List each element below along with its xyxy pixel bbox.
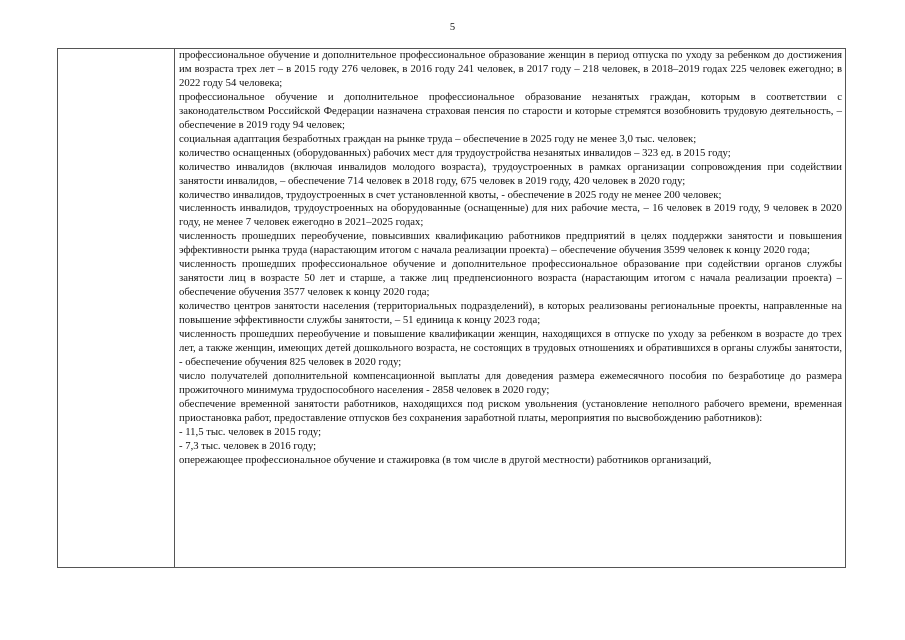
paragraph-pensioners-training: профессиональное обучение и дополнительное профессиональное образование незанятых граждан, которым в соответствии с законодательством Российской Федерации назначена страховая пенсия по старости и которые стремятся возобновить трудовую деятельность, – обеспечение в 2019 году 94 человек; — [179, 90, 842, 131]
paragraph-disabled-quota-employment: количество инвалидов, трудоустроенных в счет установленной квоты, - обеспечение в 2025 году не менее 200 человек; — [179, 188, 722, 201]
paragraph-disabled-supported-employment: количество инвалидов (включая инвалидов молодого возраста), трудоустроенных в рамках организации сопровождения при содействии занятости инвалидов, – обеспечение 714 человек в 2018 году, 675 человек в 2019 году, 420 человек в 2020 году; — [179, 160, 842, 187]
paragraph-unemployed-social-adaptation: социальная адаптация безработных граждан на рынке труда – обеспечение в 2025 году не менее 3,0 тыс. человек; — [179, 132, 697, 145]
table-right-cell — [175, 49, 845, 567]
table-left-cell — [58, 49, 175, 567]
page-number: 5 — [449, 22, 456, 33]
paragraph-training-50-plus: численность прошедших профессиональное обучение и дополнительное профессиональное образование при содействии органов службы занятости лиц в возрасте 50 лет и старше, а также лиц предпенсионного возраста (нарастающим итогом с начала реализации проекта) – обеспечение обучения 3577 человек к концу 2020 года; — [179, 258, 842, 299]
document-table — [57, 48, 846, 568]
paragraph-compensation-recipients: число получателей дополнительной компенсационной выплаты для доведения размера ежемесячного пособия по безработице до размера прожиточного минимума трудоспособного населения - 2858 человек в 2020 году; — [179, 369, 842, 396]
paragraph-women-retraining: численность прошедших переобучение и повышение квалификации женщин, находящихся в отпуске по уходу за ребенком в возрасте до трех лет, а также женщин, имеющих детей дошкольного возраста, не состоящих в трудовых отношениях и обратившихся в органы службы занятости, - обеспечение обучения 825 человек в 2020 году; — [179, 328, 842, 368]
paragraph-employment-centers: количество центров занятости населения (территориальных подразделений), в которых реализованы региональные проекты, направленные на повышение эффективности службы занятости, – 51 единица к концу 2023 года; — [179, 300, 842, 327]
paragraph-advanced-training: опережающее профессиональное обучение и стажировка (в том числе в другой местности) работников организаций, — [179, 453, 712, 466]
paragraph-temporary-employment: обеспечение временной занятости работников, находящихся под риском увольнения (установление неполного рабочего времени, временная приостановка работ, предоставление отпусков без сохранения заработной платы, мероприятия по высвобождению работников): — [179, 397, 842, 424]
list-item-2016: - 7,3 тыс. человек в 2016 году; — [179, 439, 317, 452]
paragraph-women-parental-leave-training: профессиональное обучение и дополнительное профессиональное образование женщин в период отпуска по уходу за ребенком до достижения им возраста трех лет – в 2015 году 276 человек, в 2016 году 241 человек, в 2017 году – 218 человек, в 2018–2019 годах 225 человек ежегодно; в 2022 году 54 человека; — [179, 49, 842, 89]
paragraph-equipped-workplaces: количество оснащенных (оборудованных) рабочих мест для трудоустройства незанятых инвалидов – 323 ед. в 2015 году; — [179, 146, 731, 159]
paragraph-retraining-employees: численность прошедших переобучение, повысивших квалификацию работников предприятий в целях поддержки занятости и повышения эффективности рынка труда (нарастающим итогом с начала реализации проекта) – обеспечение обучения 3599 человек к концу 2020 года; — [179, 230, 842, 257]
list-item-2015: - 11,5 тыс. человек в 2015 году; — [179, 425, 322, 438]
paragraph-disabled-equipped-workplaces: численность инвалидов, трудоустроенных на оборудованные (оснащенные) для них рабочие места, – 16 человек в 2019 году, 9 человек в 2020 году, не менее 7 человек ежегодно в 2021–2025 годах; — [179, 202, 842, 229]
